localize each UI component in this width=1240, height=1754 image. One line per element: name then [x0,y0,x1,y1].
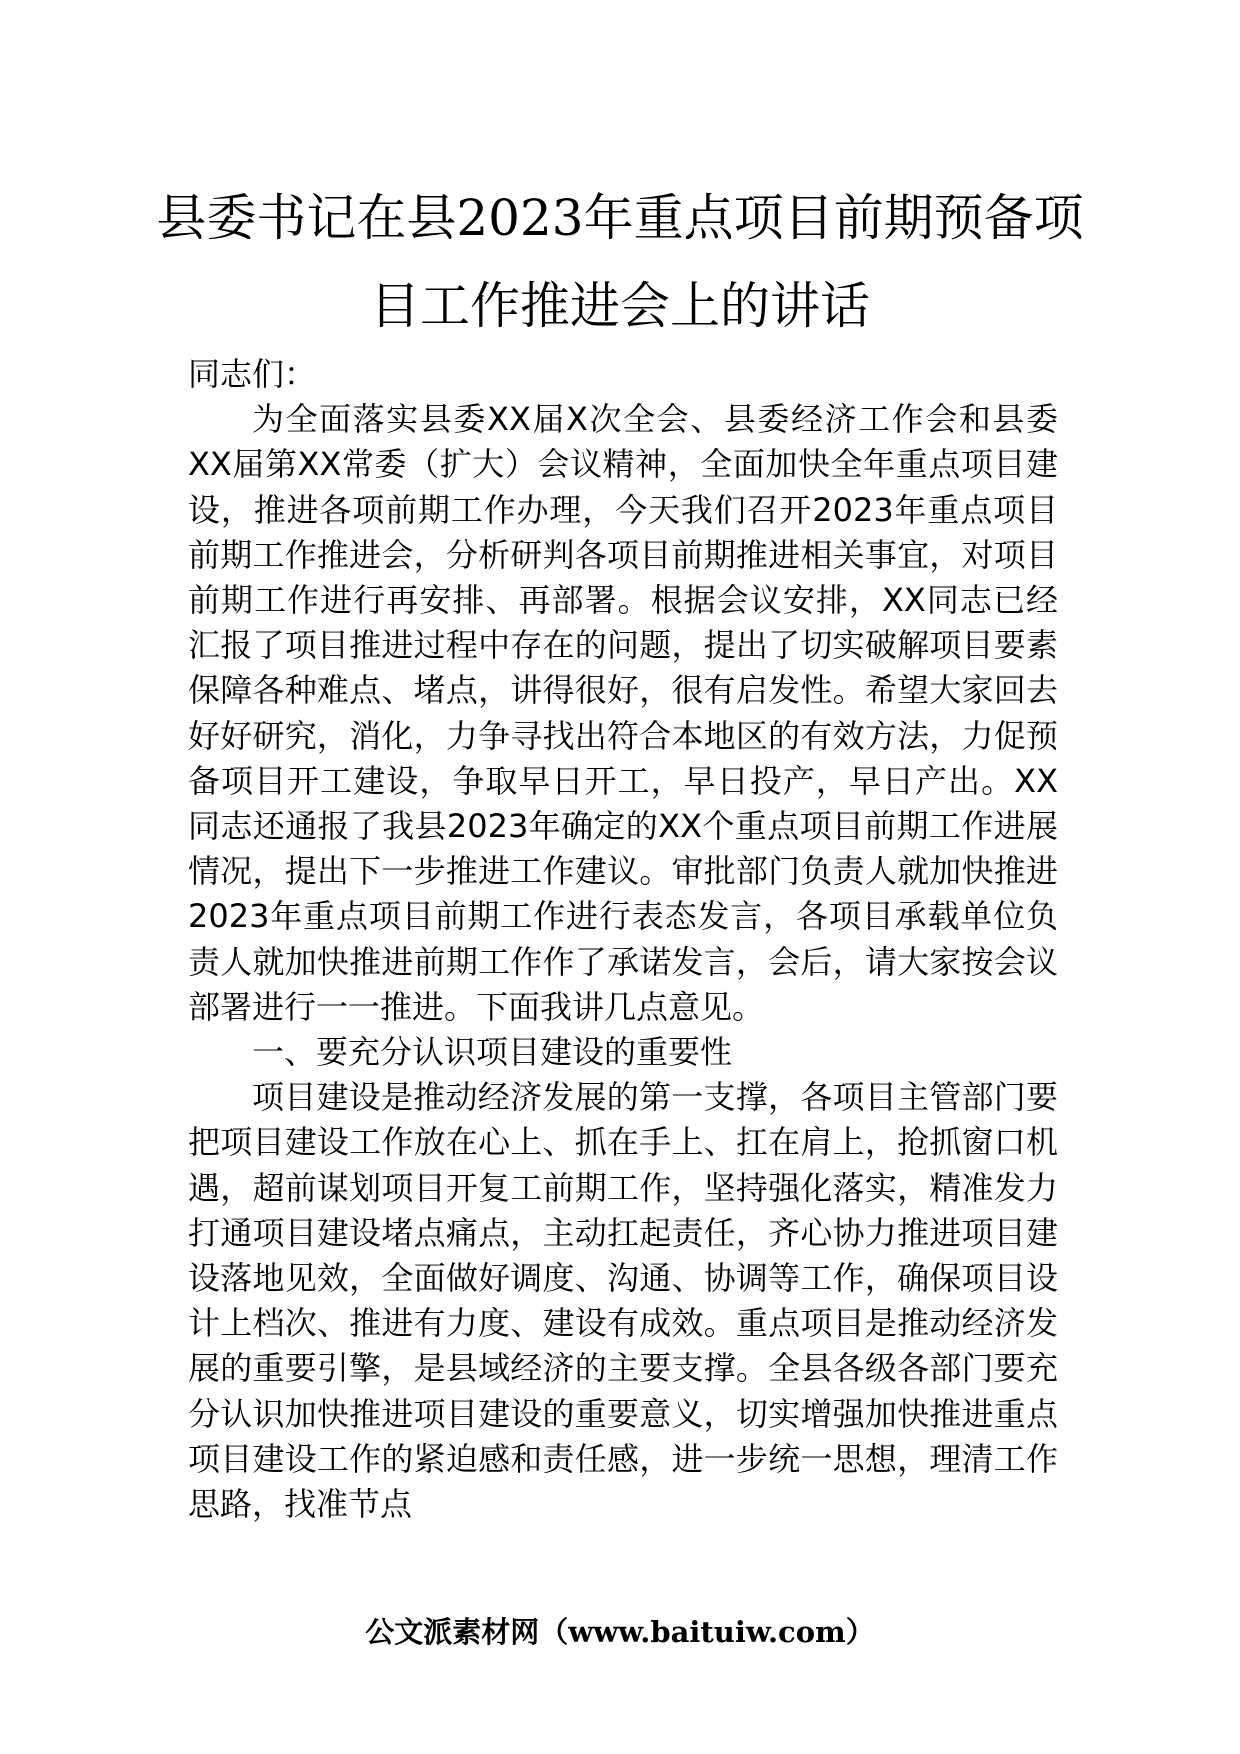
paragraph-section-1: 项目建设是推动经济发展的第一支撑，各项目主管部门要把项目建设工作放在心上、抓在手上、扛在肩上，抢抓窗口机遇，超前谋划项目开复工前期工作，坚持强化落实，精准发力打通项目建设堵点痛点，主动扛起责任，齐心协力推进项目建设落地见效，全面做好调度、沟通、协调等工作，确保项目设计上档次、推进有力度、建设有成效。重点项目是推动经济发展的重要引擎，是县域经济的主要支撑。全县各级各部门要充分认识加快推进项目建设的重要意义，切实增强加快推进重点项目建设工作的紧迫感和责任感，进一步统一思想，理清工作思路，找准节点 [188,1078,1058,1524]
document-title-line-2: 目工作推进会上的讲话 [370,277,870,335]
section-heading-1: 一、要充分认识项目建设的重要性 [252,1033,733,1072]
footer-watermark: 公文派素材网（www.baituiw.com） [365,1615,875,1649]
document-body [188,352,1058,1527]
paragraph-opening: 为全面落实县委XX届X次全会、县委经济工作会和县委XX届第XX常委（扩大）会议精神，全面加快全年重点项目建设，推进各项前期工作办理，今天我们召开2023年重点项目前期工作推进会，分析研判各项目前期推进相关事宜，对项目前期工作进行再安排、再部署。根据会议安排，XX同志已经汇报了项目推进过程中存在的问题，提出了切实破解项目要素保障各种难点、堵点，讲得很好，很有启发性。希望大家回去好好研究，消化，力争寻找出符合本地区的有效方法，力促预备项目开工建设，争取早日开工，早日投产，早日产出。XX同志还通报了我县2023年确定的XX个重点项目前期工作进展情况，提出下一步推进工作建议。审批部门负责人就加快推进2023年重点项目前期工作进行表态发言，各项目承载单位负责人就加快推进前期工作作了承诺发言，会后，请大家按会议部署进行一一推进。下面我讲几点意见。 [188,400,1058,1026]
document-title-line-1: 县委书记在县2023年重点项目前期预备项 [156,189,1084,247]
salutation: 同志们： [188,355,317,393]
